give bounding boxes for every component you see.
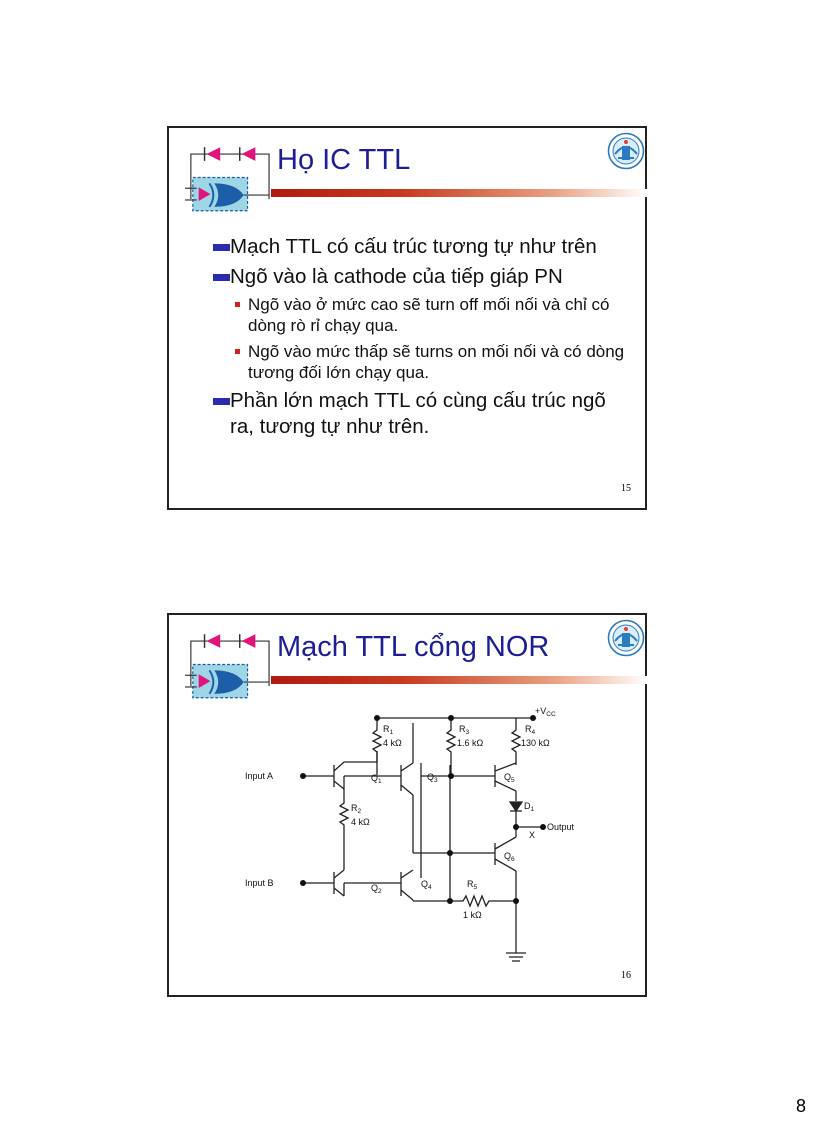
page-number: 8 [796,1096,807,1116]
r1-value: 4 kΩ [383,738,402,748]
university-emblem-icon [607,619,645,657]
bullet-square-icon [213,398,230,405]
svg-text:Q1: $Q_1$ [371,773,382,785]
title-underline [271,189,647,197]
r3-value: 1.6 kΩ [457,738,484,748]
bullet-item: Mạch TTL có cấu trúc tương tự như trên [213,234,633,260]
bullet-item: Phần lớn mạch TTL có cùng cấu trúc ngõ ra, tương tự như trên. [213,388,633,440]
vcc-label: $+V_{CC}$ [535,706,556,718]
logic-gate-logo-icon [185,140,271,215]
sub-bullet-square-icon [235,349,248,354]
bullet-list [213,234,633,444]
bullet-item: Ngõ vào là cathode của tiếp giáp PN [213,264,633,290]
r4-value: 130 kΩ [521,738,550,748]
output-label: Output [547,822,575,832]
sub-bullet-item: Ngõ vào ở mức cao sẽ turn off mối nối và chỉ có dòng rò rỉ chạy qua. [235,294,633,336]
svg-text:R5: $R_5$ [467,879,478,891]
bullet-square-icon [213,244,230,251]
svg-text:Q2: $Q_2$ [371,883,382,895]
r5-value: 1 kΩ [463,910,482,920]
slide-title: Mạch TTL cổng NOR [277,631,550,663]
svg-text:D1: $D_1$ [524,801,535,813]
svg-text:R3: $R_3$ [459,724,470,736]
svg-text:Q3: $Q_3$ [427,772,438,784]
svg-text:Q4: $Q_4$ [421,879,432,891]
svg-text:Q5: $Q_5$ [504,772,515,784]
university-emblem-icon [607,132,645,170]
slide-16 [167,613,647,997]
sub-bullet-square-icon [235,302,248,307]
slide-number: 16 [621,970,631,981]
svg-text:R1: $R_1$ [383,724,394,736]
svg-text:Q6: $Q_6$ [504,851,515,863]
svg-text:R2: $R_2$ [351,803,362,815]
r2-value: 4 kΩ [351,817,370,827]
slide-title: Họ IC TTL [277,144,411,176]
input-a-label: Input A [245,771,274,781]
title-underline [271,676,647,684]
logic-gate-logo-icon [185,627,271,702]
input-b-label: Input B [245,878,274,888]
sub-bullet-item: Ngõ vào mức thấp sẽ turns on mối nối và có dòng tương đối lớn chạy qua. [235,341,633,383]
ttl-nor-gate-schematic [241,703,611,973]
bullet-square-icon [213,274,230,281]
slide-15 [167,126,647,510]
node-x-label: X [529,830,536,840]
svg-text:R4: $R_4$ [525,724,536,736]
slide-number: 15 [621,483,631,494]
